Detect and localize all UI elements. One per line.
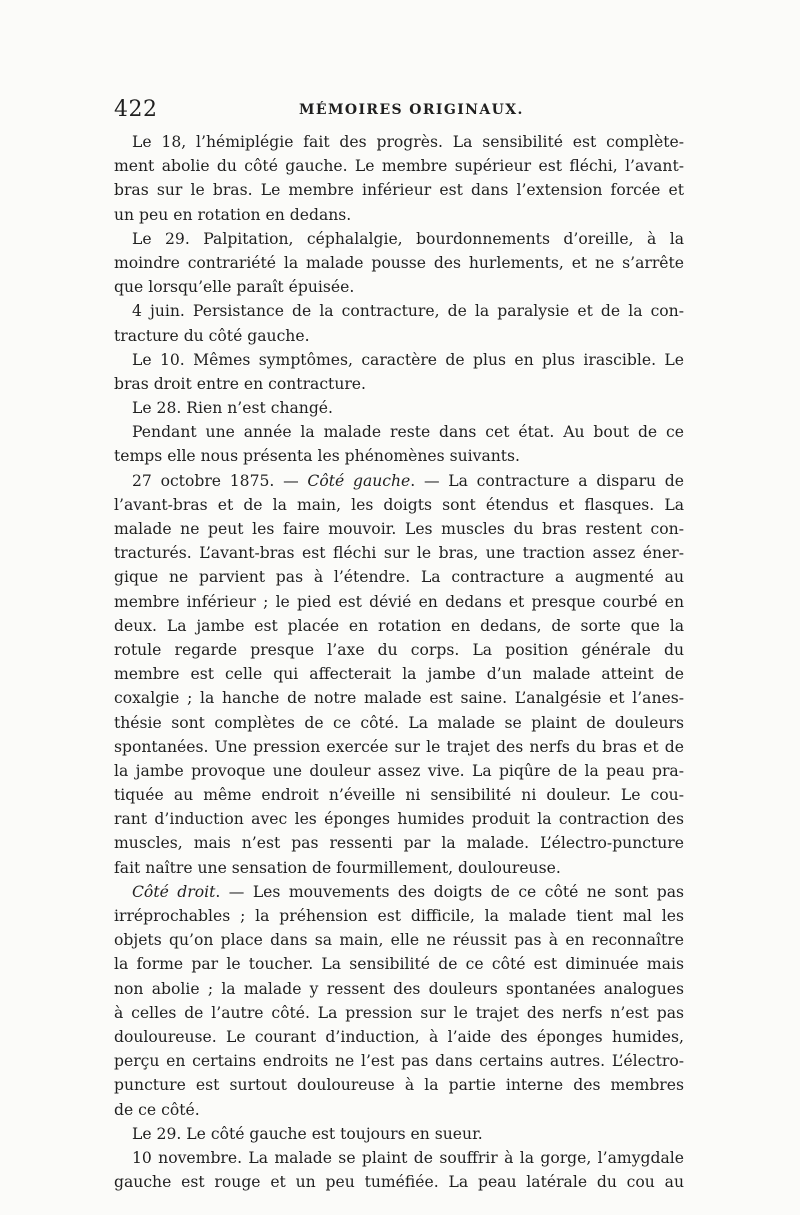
text-line: douloureuse. Le courant d’induction, à l’aide des éponges humides,: [114, 1027, 684, 1046]
text-line: Le 10. Mêmes symptômes, caractère de plus en plus irascible. Le: [132, 350, 684, 369]
text-line: muscles, mais n’est pas ressenti par la malade. L’électro-puncture: [114, 834, 684, 853]
text-line: deux. La jambe est placée en rotation en dedans, de sorte que la: [114, 616, 684, 635]
text-line: fait naître une sensation de fourmillement, douloureuse.: [114, 858, 561, 877]
text-line: tracture du côté gauche.: [114, 326, 310, 345]
text-line: 4 juin. Persistance de la contracture, de la paralysie et de la con-: [132, 302, 684, 321]
text-line: bras droit entre en contracture.: [114, 374, 366, 393]
text-line: objets qu’on place dans sa main, elle ne réussit pas à en reconnaître: [114, 931, 684, 950]
running-title: MÉMOIRES ORIGINAUX.: [299, 102, 524, 118]
text-line: la forme par le toucher. La sensibilité de ce côté est diminuée mais: [114, 955, 684, 974]
text-line: Le 29. Palpitation, céphalalgie, bourdonnements d’oreille, à la: [132, 229, 684, 248]
text-line: temps elle nous présenta les phénomènes suivants.: [114, 447, 521, 466]
text-line: la jambe provoque une douleur assez vive. La piqûre de la peau pra-: [114, 761, 684, 780]
text-line: malade ne peut les faire mouvoir. Les muscles du bras restent con-: [114, 520, 684, 538]
italic-phrase: Côté droit: [132, 882, 216, 901]
text-line: Le 18, l’hémiplégie fait des progrès. La sensibilité est complète-: [132, 133, 684, 151]
text-line: de ce côté.: [114, 1100, 200, 1119]
text-line: perçu en certains endroits ne l’est pas dans certains autres. L’électro-: [114, 1052, 684, 1071]
text-line: l’avant-bras et de la main, les doigts sont étendus et flasques. La: [114, 495, 684, 514]
text-line: irréprochables ; la préhension est difficile, la malade tient mal les: [114, 907, 684, 925]
text-line: Le 28. Rien n’est changé.: [132, 399, 333, 418]
text-line: Côté droit. — Les mouvements des doigts de ce côté ne sont pas: [132, 882, 684, 901]
text-line: rant d’induction avec les éponges humides produit la contraction des: [114, 810, 684, 829]
text-line: 10 novembre. La malade se plaint de souffrir à la gorge, l’amygdale: [132, 1148, 684, 1167]
text-line: thésie sont complètes de ce côté. La malade se plaint de douleurs: [114, 713, 684, 732]
text-line: membre est celle qui affecterait la jambe d’un malade atteint de: [114, 665, 684, 684]
body-text: [114, 130, 684, 1194]
text-line: puncture est surtout douloureuse à la partie interne des membres: [114, 1076, 684, 1095]
text-line: à celles de l’autre côté. La pression sur le trajet des nerfs n’est pas: [114, 1003, 684, 1022]
text-line: tiquée au même endroit n’éveille ni sensibilité ni douleur. Le cou-: [114, 786, 684, 805]
text-line: un peu en rotation en dedans.: [114, 205, 352, 224]
text-line: spontanées. Une pression exercée sur le trajet des nerfs du bras et de: [114, 737, 684, 756]
text-line: moindre contrariété la malade pousse des hurlements, et ne s’arrête: [114, 253, 684, 272]
text-line: tracturés. L’avant-bras est fléchi sur le bras, une traction assez éner-: [114, 544, 684, 563]
text-line: 27 octobre 1875. — Côté gauche. — La contracture a disparu de: [132, 471, 684, 490]
running-head: [114, 96, 684, 124]
text-line: bras sur le bras. Le membre inférieur est dans l’extension forcée et: [114, 181, 684, 200]
text-line: membre inférieur ; le pied est dévié en dedans et presque courbé en: [114, 592, 684, 611]
text-line: ment abolie du côté gauche. Le membre supérieur est fléchi, l’avant-: [114, 157, 684, 176]
text-line: gique ne parvient pas à l’étendre. La contracture a augmenté au: [114, 568, 684, 587]
text-line: que lorsqu’elle paraît épuisée.: [114, 278, 355, 297]
text-line: Pendant une année la malade reste dans cet état. Au bout de ce: [132, 423, 684, 442]
text-line: rotule regarde presque l’axe du corps. La position générale du: [114, 640, 684, 659]
text-line: non abolie ; la malade y ressent des douleurs spontanées analogues: [114, 979, 684, 998]
page-number: 422: [114, 97, 158, 122]
text-line: Le 29. Le côté gauche est toujours en sueur.: [132, 1124, 483, 1143]
italic-phrase: Côté gauche: [307, 471, 411, 490]
text-line: gauche est rouge et un peu tuméfiée. La peau latérale du cou au: [114, 1173, 684, 1192]
text-line: coxalgie ; la hanche de notre malade est saine. L’analgésie et l’anes-: [114, 689, 684, 708]
